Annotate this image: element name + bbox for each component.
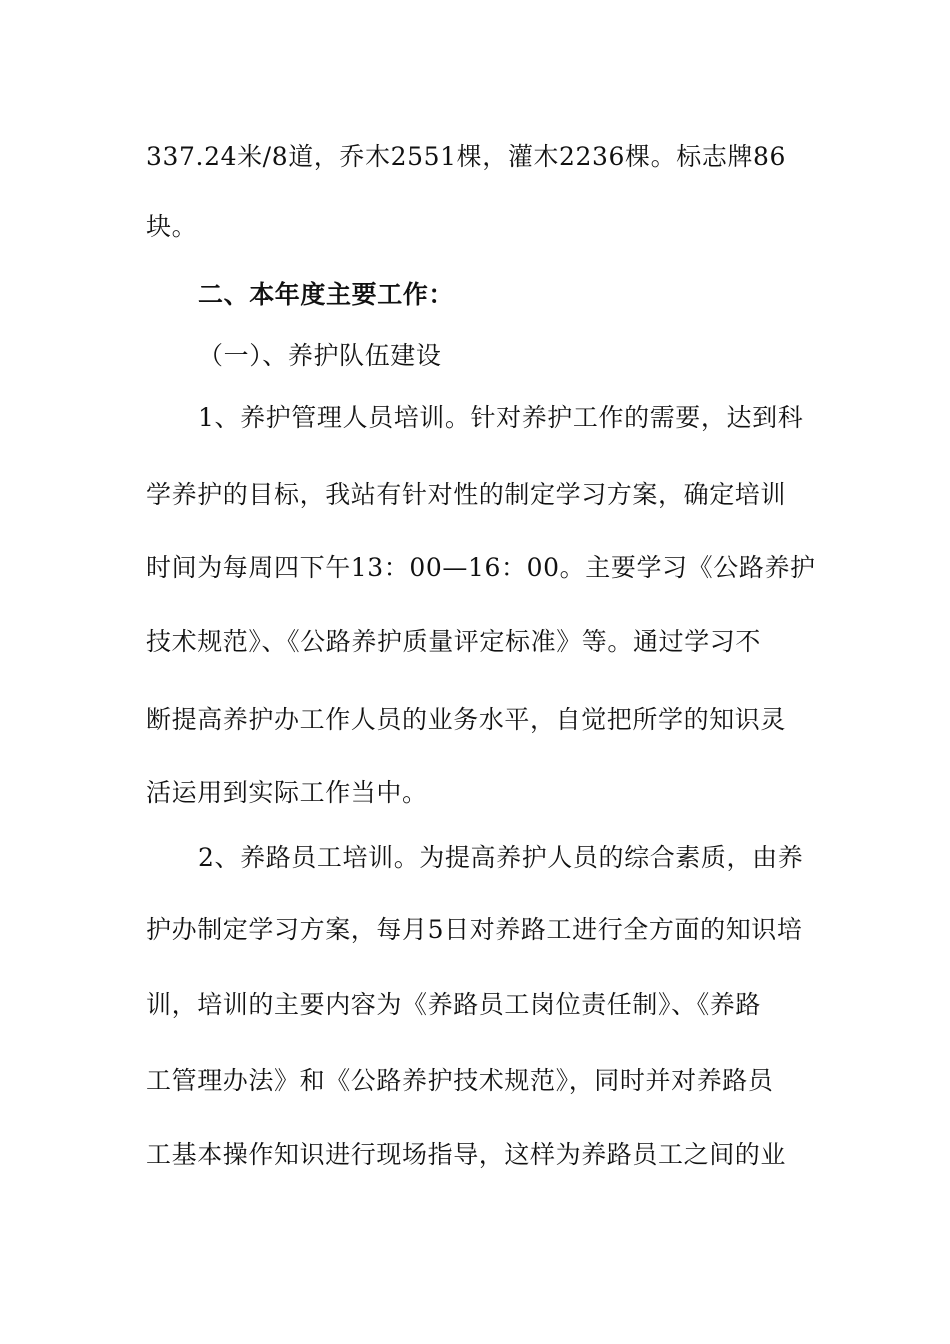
paragraph-line: 训，培训的主要内容为《养路员工岗位责任制》、《养路 — [146, 990, 762, 1019]
paragraph-line: 活运用到实际工作当中。 — [146, 778, 428, 807]
section-heading: 二、本年度主要工作： — [198, 280, 455, 309]
paragraph-line: 护办制定学习方案，每月5日对养路工进行全方面的知识培 — [146, 915, 803, 944]
paragraph-line: 工基本操作知识进行现场指导，这样为养路员工之间的业 — [146, 1140, 787, 1169]
paragraph-line: 337.24米/8道，乔木2551棵，灌木2236棵。标志牌86 — [146, 142, 787, 171]
paragraph-line: 工管理办法》和《公路养护技术规范》，同时并对养路员 — [146, 1066, 774, 1095]
paragraph-line: 1、养护管理人员培训。针对养护工作的需要，达到科 — [198, 403, 804, 432]
paragraph-line: 时间为每周四下午13：00—16：00。主要学习《公路养护 — [146, 553, 816, 582]
paragraph-line: 技术规范》、《公路养护质量评定标准》等。通过学习不 — [146, 627, 762, 656]
paragraph-line: 断提高养护办工作人员的业务水平，自觉把所学的知识灵 — [146, 705, 787, 734]
paragraph-line: 2、养路员工培训。为提高养护人员的综合素质，由养 — [198, 843, 804, 872]
paragraph-line: 学养护的目标，我站有针对性的制定学习方案，确定培训 — [146, 480, 787, 509]
paragraph-line: 块。 — [146, 212, 198, 241]
subsection-heading: （一）、养护队伍建设 — [198, 341, 442, 370]
